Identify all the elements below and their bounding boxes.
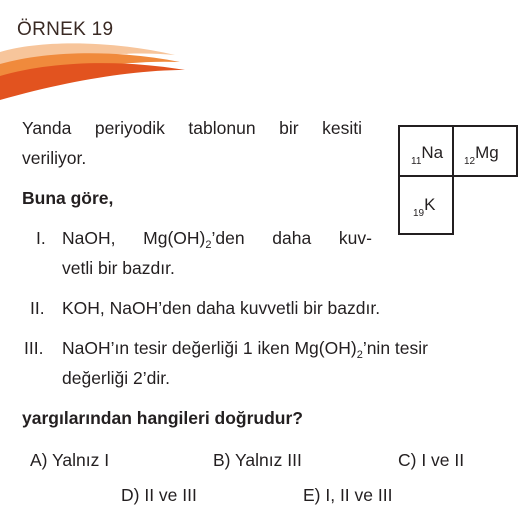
choice-e[interactable]: E) I, II ve III (303, 485, 393, 505)
element-symbol: K (424, 195, 436, 214)
formula-suffix: ’den (211, 228, 245, 248)
item-3-line-1 (62, 337, 428, 359)
item-1-roman: I. (36, 228, 46, 248)
choice-c[interactable]: C) I ve II (398, 450, 465, 470)
element-k (413, 195, 436, 219)
item-2-line-1: KOH, NaOH’den daha kuvvetli bir bazdır. (62, 298, 381, 318)
item-word: NaOH, (62, 228, 116, 248)
periodic-table-fragment (398, 125, 518, 235)
element-mg (464, 143, 499, 167)
choice-b[interactable]: B) Yalnız III (213, 450, 302, 470)
intro-line-2: veriliyor. (22, 148, 87, 168)
intro-word: periyodik (94, 118, 165, 138)
item-word: kuv- (338, 228, 372, 248)
element-cell-mg (452, 125, 518, 177)
intro-word: bir (279, 118, 299, 138)
element-na (411, 143, 444, 167)
formula-mgoh2 (143, 227, 244, 249)
lead-text: Buna göre, (22, 188, 114, 208)
swoosh-decoration (0, 0, 200, 105)
item-3-text-end: ’nin tesir (362, 338, 428, 358)
item-2-roman: II. (30, 298, 45, 318)
item-3-roman: III. (24, 338, 44, 358)
intro-word: kesiti (322, 118, 362, 138)
element-cell-na (398, 125, 454, 177)
intro-word: tablonun (188, 118, 256, 138)
intro-word: Yanda (22, 118, 72, 138)
choice-d[interactable]: D) II ve III (121, 485, 197, 505)
item-1-line-2: vetli bir bazdır. (62, 258, 175, 278)
atomic-number: 19 (413, 208, 425, 219)
formula-subscript: 2 (356, 349, 363, 361)
intro-line-1 (22, 117, 362, 139)
question-prompt: yargılarından hangileri doğrudur? (22, 408, 303, 428)
element-symbol: Na (421, 143, 444, 162)
item-3-line-2: değerliği 2’dir. (62, 368, 170, 388)
formula-subscript: 2 (205, 239, 212, 251)
formula-base: Mg(OH) (143, 228, 206, 248)
item-1-line-1 (62, 227, 372, 249)
item-3-text: NaOH’ın tesir değerliği 1 iken Mg(OH) (62, 338, 357, 358)
item-word: daha (272, 228, 312, 248)
example-title: ÖRNEK 19 (17, 19, 114, 40)
element-symbol: Mg (475, 143, 499, 162)
atomic-number: 12 (464, 156, 476, 167)
atomic-number: 11 (411, 156, 422, 167)
element-cell-k (398, 175, 454, 235)
choice-a[interactable]: A) Yalnız I (30, 450, 110, 470)
